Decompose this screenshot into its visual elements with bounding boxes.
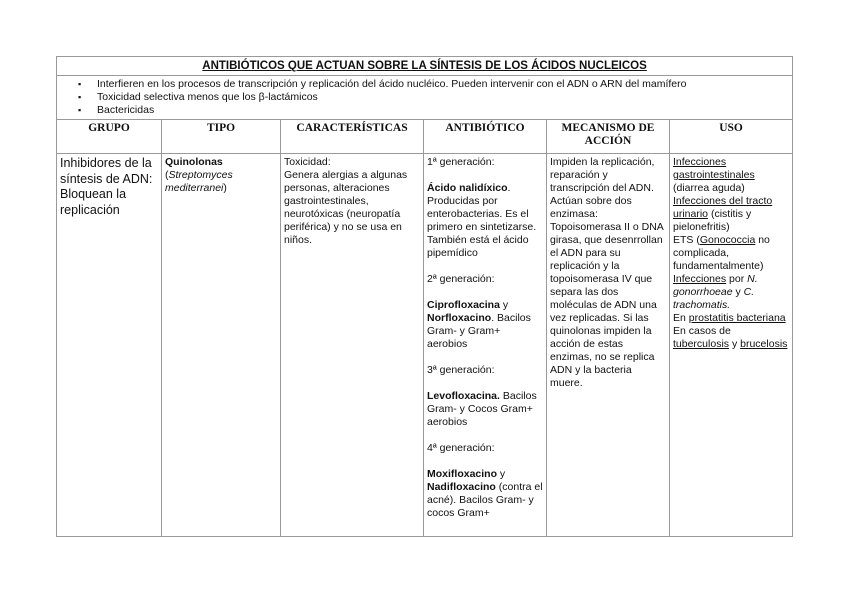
uso-por: por (726, 273, 748, 285)
gen2-text: . Bacilos Gram- y Gram+ aerobios (427, 312, 531, 350)
uso-gastro: Infecciones gastrointestinales (673, 156, 755, 181)
uso-en: En (673, 312, 689, 324)
uso-c-trachomatis: C. trachomatis. (673, 286, 755, 311)
gen2-block (427, 299, 543, 351)
uso-y: y (732, 286, 744, 298)
document-page (56, 56, 792, 537)
tipo-source: Streptomyces mediterranei (165, 169, 233, 194)
gen3-label: 3ª generación: (427, 364, 495, 376)
gen1-block (427, 182, 543, 260)
gen3-drug: Levofloxacina. (427, 390, 500, 402)
gen2-label: 2ª generación: (427, 273, 495, 285)
header-row (57, 120, 793, 154)
antibiotics-table (56, 56, 793, 537)
header-mecanismo-line2: ACCIÓN (584, 135, 632, 147)
header-mecanismo-line1: MECANISMO DE (561, 122, 655, 134)
uso-gonococcia: Gonococcia (699, 234, 756, 246)
gen2-drug1: Ciprofloxacina (427, 299, 500, 311)
uso-brucelosis: brucelosis (740, 338, 788, 350)
header-uso: USO (670, 120, 793, 154)
uso-prostatitis: prostatitis bacteriana (688, 312, 786, 324)
gen4-text: (contra el acné). Bacilos Gram- y cocos Gram+ (427, 481, 543, 519)
cell-uso (670, 154, 793, 537)
header-antibiotico: ANTIBIÓTICO (424, 120, 547, 154)
uso-item (673, 312, 789, 325)
gen4-drug1: Moxifloxacino (427, 468, 498, 480)
uso-ets-open: ETS ( (673, 234, 700, 246)
intro-bullet-list (57, 78, 792, 117)
uso-casos: En casos de (673, 325, 731, 337)
gen2-drug2: Norfloxacino (427, 312, 492, 324)
intro-bullet: ▪ Toxicidad selectiva menos que los β-lactámicos (97, 91, 792, 104)
uso-y2: y (729, 338, 741, 350)
header-caracteristicas: CARACTERÍSTICAS (281, 120, 424, 154)
gen4-drug2: Nadifloxacino (427, 481, 496, 493)
gen4-block (427, 468, 543, 520)
intro-cell (57, 76, 793, 120)
header-tipo: TIPO (162, 120, 281, 154)
gen3-block (427, 390, 543, 429)
cell-mecanismo: Impiden la replicación, reparación y transcripción del ADN. Actúan sobre dos enzimasa: Topoisomerasa II o DNA girasa, que desenrrollan el ADN para su replicación y la topoisomerasa IV que separa las dos moléculas de ADN una vez replicadas. Si las quinolonas impiden la acción de estas enzimas, no se replica ADN y la bacteria muere. (547, 154, 670, 537)
uso-item (673, 273, 789, 312)
uso-gastro-note: (diarrea aguda) (673, 182, 745, 194)
cell-tipo (162, 154, 281, 537)
uso-item (673, 156, 789, 195)
uso-item (673, 234, 789, 273)
intro-bullet: ▪ Interfieren en los procesos de transcripción y replicación del ácido nucléico. Pueden intervenir con el ADN o ARN del mamífero (97, 78, 792, 91)
intro-bullet: ▪ Bactericidas (97, 104, 792, 117)
cell-grupo: Inhibidores de la síntesis de ADN: Bloquean la replicación (57, 154, 162, 537)
gen4-label: 4ª generación: (427, 442, 495, 454)
gen4-and: y (497, 468, 506, 480)
header-grupo: GRUPO (57, 120, 162, 154)
uso-n-gonorrhoeae: N. gonorrhoeae (673, 273, 758, 298)
cell-antibiotico (424, 154, 547, 537)
gen1-label: 1ª generación: (427, 156, 495, 168)
gen1-drug: Ácido nalidíxico (427, 182, 508, 194)
uso-item (673, 195, 789, 234)
uso-urinario-note: (cistitis y pielonefritis) (673, 208, 752, 233)
header-mecanismo (547, 120, 670, 154)
table-row (57, 154, 793, 537)
cell-caracteristicas: Toxicidad: Genera alergias a algunas personas, alteraciones gastrointestinales, neurotóxicas (neuropatía periférica) y no se usa en niños. (281, 154, 424, 537)
tipo-paren-open: ( (165, 169, 169, 181)
uso-ets-note: no complicada, fundamentalmente) (673, 234, 770, 272)
table-title: ANTIBIÓTICOS QUE ACTUAN SOBRE LA SÍNTESIS DE LOS ÁCIDOS NUCLEICOS (57, 57, 793, 76)
gen2-and: y (499, 299, 509, 311)
uso-tuberculosis: tuberculosis (673, 338, 730, 350)
uso-urinario: Infecciones del tracto urinario (673, 195, 773, 220)
uso-infecciones: Infecciones (673, 273, 727, 285)
tipo-paren-close: ) (223, 182, 227, 194)
gen3-text: Bacilos Gram- y Cocos Gram+ aerobios (427, 390, 537, 428)
tipo-name: Quinolonas (165, 156, 223, 168)
uso-item (673, 325, 789, 351)
gen1-text: . Producidas por enterobacterias. Es el primero en sintetizarse. También está el ácido pipemídico (427, 182, 537, 259)
